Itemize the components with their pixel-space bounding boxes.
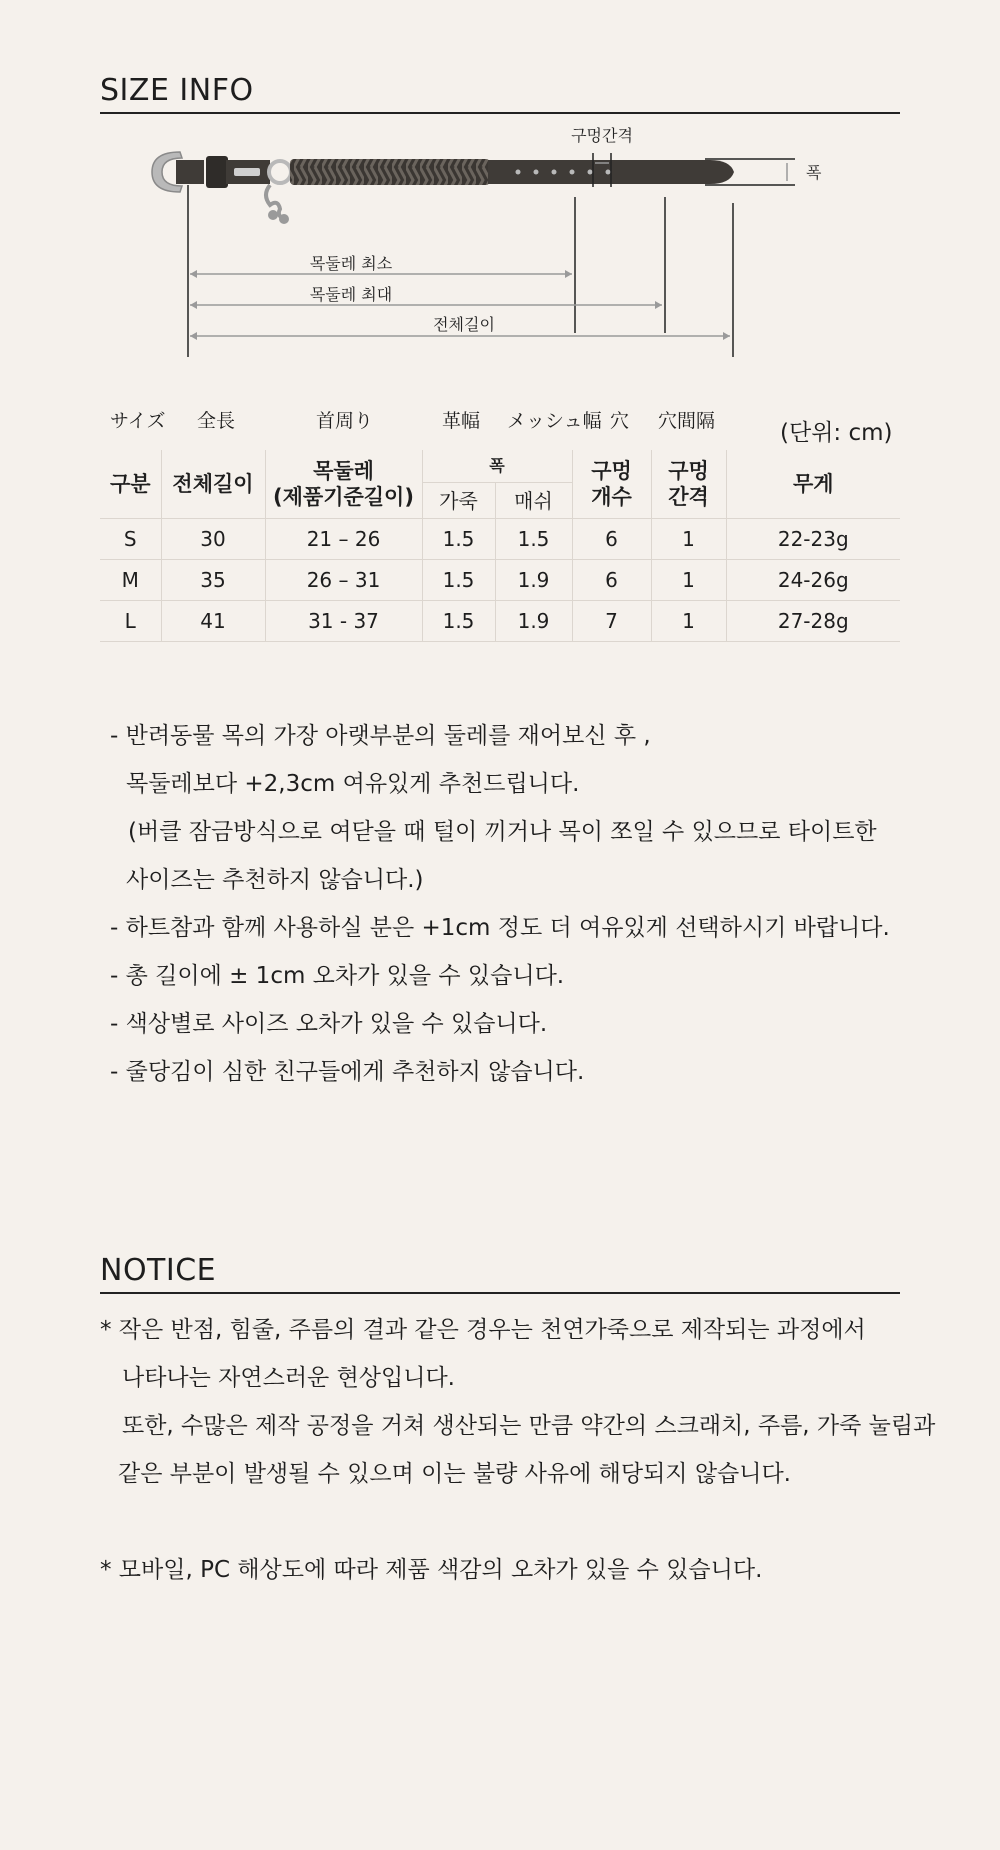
- collar-diagram: [140, 115, 840, 365]
- note-line: (버클 잠금방식으로 여닫을 때 털이 끼거나 목이 쪼일 수 있으므로 타이트한: [128, 819, 877, 845]
- header-neck: [265, 450, 422, 519]
- cell-weight: 24-26g: [726, 560, 900, 601]
- note-line: 목둘레보다 +2,3cm 여유있게 추천드립니다.: [126, 771, 580, 797]
- header-width: 폭: [422, 450, 572, 483]
- table-row: [100, 560, 900, 601]
- note-line: - 색상별로 사이즈 오차가 있을 수 있습니다.: [110, 1011, 548, 1037]
- neck-min-label: 목둘레 최소: [309, 254, 393, 273]
- header-total-length: 전체길이: [161, 450, 265, 519]
- jp-header-leather: 革幅: [442, 410, 481, 432]
- cell-mesh: 1.5: [495, 519, 572, 560]
- jp-header-size: サイズ: [110, 410, 166, 432]
- table-row: [100, 601, 900, 642]
- note-line: - 줄당김이 심한 친구들에게 추천하지 않습니다.: [110, 1059, 585, 1085]
- header-neck-main: 목둘레: [313, 459, 374, 483]
- note-line: - 반려동물 목의 가장 아랫부분의 둘레를 재어보신 후 ,: [110, 723, 651, 749]
- cell-mesh: 1.9: [495, 560, 572, 601]
- notice-line: * 모바일, PC 해상도에 따라 제품 색감의 오차가 있을 수 있습니다.: [100, 1557, 763, 1583]
- header-mesh: 매쉬: [495, 483, 572, 519]
- cell-leather: 1.5: [422, 601, 495, 642]
- keeper-loop: [206, 156, 228, 188]
- cell-leather: 1.5: [422, 519, 495, 560]
- cell-weight: 27-28g: [726, 601, 900, 642]
- cell-spacing: 1: [651, 601, 726, 642]
- neck-max-label: 목둘레 최대: [309, 285, 393, 304]
- cell-holes: 6: [572, 519, 651, 560]
- size-notes: [110, 712, 890, 1096]
- notice-line: * 작은 반점, 힘줄, 주름의 결과 같은 경우는 천연가죽으로 제작되는 과정에서: [100, 1317, 866, 1343]
- notice-line: 같은 부분이 발생될 수 있으며 이는 불량 사유에 해당되지 않습니다.: [118, 1461, 791, 1487]
- jp-header-spacing: 穴間隔: [658, 410, 716, 432]
- cell-mesh: 1.9: [495, 601, 572, 642]
- size-info-title: SIZE INFO: [100, 73, 900, 114]
- table-row: [100, 519, 900, 560]
- d-ring-icon: [269, 161, 291, 183]
- jp-header-mesh: メッシュ幅: [507, 410, 602, 432]
- header-neck-sub: (제품기준길이): [273, 485, 414, 509]
- cell-spacing: 1: [651, 519, 726, 560]
- header-weight: 무게: [726, 450, 900, 519]
- cell-holes: 6: [572, 560, 651, 601]
- notice-line: 나타나는 자연스러운 현상입니다.: [122, 1365, 455, 1391]
- cell-size: L: [100, 601, 161, 642]
- table-header-row: [100, 450, 900, 483]
- cell-neck: 21 – 26: [265, 519, 422, 560]
- header-type: 구분: [100, 450, 161, 519]
- header-holes: [572, 450, 651, 519]
- unit-label: (단위: cm): [780, 420, 893, 446]
- cell-spacing: 1: [651, 560, 726, 601]
- notice-line: 또한, 수많은 제작 공정을 거쳐 생산되는 만큼 약간의 스크래치, 주름, 가죽 눌림과: [122, 1413, 936, 1439]
- size-table: [100, 450, 900, 642]
- notice-title: NOTICE: [100, 1253, 900, 1294]
- cell-weight: 22-23g: [726, 519, 900, 560]
- note-line: - 총 길이에 ± 1cm 오차가 있을 수 있습니다.: [110, 963, 565, 989]
- cell-leather: 1.5: [422, 560, 495, 601]
- header-holes-line2: 개수: [591, 485, 632, 509]
- width-label: 폭: [806, 163, 822, 182]
- cell-size: S: [100, 519, 161, 560]
- notice-text: [100, 1306, 935, 1594]
- hole-spacing-label: 구멍간격: [571, 126, 633, 145]
- cell-total: 30: [161, 519, 265, 560]
- jp-header-neck: 首周り: [316, 410, 374, 432]
- header-spacing-line1: 구멍: [668, 459, 709, 483]
- note-line: - 하트참과 함께 사용하실 분은 +1cm 정도 더 여유있게 선택하시기 바랍니다.: [110, 915, 890, 941]
- note-line: 사이즈는 추천하지 않습니다.): [126, 867, 424, 893]
- jp-header-hole: 穴: [610, 410, 630, 432]
- braid-section: [290, 159, 490, 185]
- cell-total: 35: [161, 560, 265, 601]
- cell-neck: 31 - 37: [265, 601, 422, 642]
- cell-size: M: [100, 560, 161, 601]
- total-length-label: 전체길이: [433, 315, 495, 334]
- header-holes-line1: 구멍: [591, 459, 632, 483]
- buckle-bar: [176, 160, 204, 184]
- cell-neck: 26 – 31: [265, 560, 422, 601]
- jp-header-total: 全長: [197, 410, 236, 432]
- header-leather: 가죽: [422, 483, 495, 519]
- cell-holes: 7: [572, 601, 651, 642]
- header-spacing: [651, 450, 726, 519]
- header-spacing-line2: 간격: [668, 485, 709, 509]
- cell-total: 41: [161, 601, 265, 642]
